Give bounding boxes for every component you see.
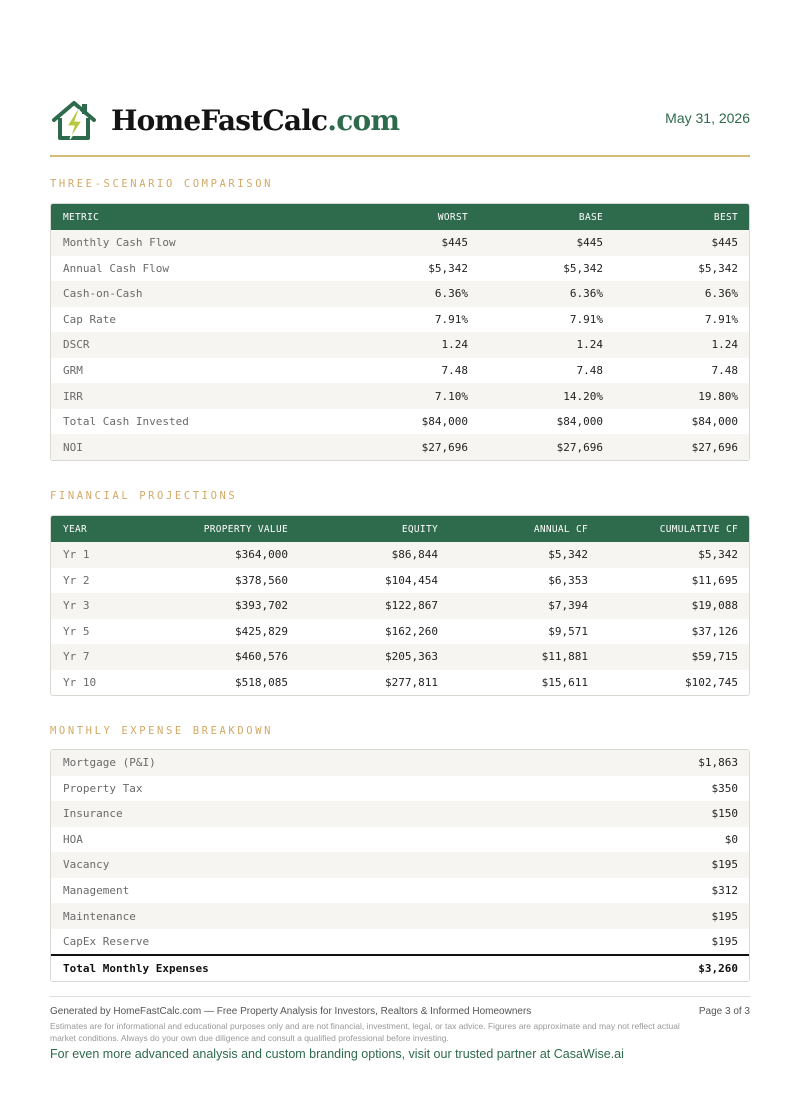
property-value: $393,702 <box>235 599 288 613</box>
year-label: Yr 7 <box>63 650 90 664</box>
expense-label: Maintenance <box>63 909 136 923</box>
best-value: 19.80% <box>698 389 738 403</box>
worst-value: 6.36% <box>434 287 468 301</box>
year-label: Yr 3 <box>63 599 90 613</box>
column-header: YEAR <box>63 523 88 535</box>
base-value: $445 <box>576 236 603 250</box>
metric-label: GRM <box>63 364 83 377</box>
table-row <box>51 827 749 853</box>
column-header: BEST <box>713 211 738 223</box>
header-divider <box>50 155 750 157</box>
column-header: CUMULATIVE CF <box>659 523 738 535</box>
expense-value: $312 <box>711 884 738 897</box>
house-lightning-icon <box>50 98 98 142</box>
table-row <box>51 542 749 568</box>
expense-label: Vacancy <box>63 858 110 872</box>
table-row <box>51 256 749 282</box>
projections-table <box>50 515 750 696</box>
base-value: $5,342 <box>563 261 603 275</box>
expense-value: $195 <box>711 935 738 949</box>
annual-cf-value: $6,353 <box>548 573 588 587</box>
total-value: $3,260 <box>698 962 738 976</box>
base-value: 1.24 <box>576 338 603 352</box>
column-header: WORST <box>437 211 468 223</box>
scenario-table <box>50 203 750 461</box>
table-row <box>51 434 749 460</box>
table-body <box>51 542 749 695</box>
annual-cf-value: $11,881 <box>541 650 588 664</box>
footer-divider <box>50 996 750 997</box>
base-value: 14.20% <box>563 389 603 403</box>
table-row <box>51 644 749 670</box>
metric-label: Cash-on-Cash <box>63 287 143 301</box>
base-value: 7.48 <box>576 364 603 377</box>
page-number: Page 3 of 3 <box>698 1006 750 1017</box>
worst-value: 7.91% <box>434 312 468 326</box>
table-row <box>51 568 749 594</box>
expense-label: CapEx Reserve <box>63 935 150 949</box>
table-row <box>51 670 749 696</box>
section-title-expenses: MONTHLY EXPENSE BREAKDOWN <box>50 725 274 737</box>
table-header <box>51 516 749 542</box>
column-header: METRIC <box>63 211 100 223</box>
best-value: $27,696 <box>691 440 738 454</box>
annual-cf-value: $9,571 <box>548 624 588 638</box>
cumulative-cf-value: $5,342 <box>698 548 738 562</box>
worst-value: $445 <box>441 236 468 250</box>
brand-main: HomeFastCalc <box>111 104 328 137</box>
worst-value: $5,342 <box>428 261 468 275</box>
table-row <box>51 750 749 776</box>
expense-value: $0 <box>724 832 738 846</box>
best-value: 7.48 <box>711 364 738 377</box>
column-header: BASE <box>578 211 603 223</box>
table-body <box>51 230 749 460</box>
brand-tld: .com <box>327 104 400 137</box>
table-row <box>51 230 749 256</box>
brand-name <box>111 101 399 141</box>
equity-value: $122,867 <box>385 599 438 613</box>
table-body <box>51 750 749 954</box>
total-label: Total Monthly Expenses <box>63 962 209 976</box>
table-row <box>51 852 749 878</box>
worst-value: 1.24 <box>441 338 468 352</box>
table-row <box>51 281 749 307</box>
table-row <box>51 332 749 358</box>
expense-value: $350 <box>711 781 738 795</box>
column-header: ANNUAL CF <box>533 523 588 535</box>
best-value: $84,000 <box>691 415 738 429</box>
table-row <box>51 593 749 619</box>
year-label: Yr 5 <box>63 624 90 638</box>
column-header: PROPERTY VALUE <box>203 523 288 535</box>
cumulative-cf-value: $59,715 <box>691 650 738 664</box>
expenses-table <box>50 749 750 982</box>
year-label: Yr 2 <box>63 573 90 587</box>
base-value: 7.91% <box>569 312 603 326</box>
base-value: 6.36% <box>569 287 603 301</box>
expense-value: $150 <box>711 807 738 821</box>
year-label: Yr 1 <box>63 548 90 562</box>
best-value: 1.24 <box>711 338 738 352</box>
footer-generated: Generated by HomeFastCalc.com — Free Property Analysis for Investors, Realtors & Informed Homeowners <box>50 1006 532 1017</box>
metric-label: NOI <box>63 440 83 454</box>
annual-cf-value: $5,342 <box>548 548 588 562</box>
equity-value: $277,811 <box>385 676 438 689</box>
cumulative-cf-value: $19,088 <box>691 599 738 613</box>
expense-value: $1,863 <box>698 756 738 770</box>
equity-value: $205,363 <box>385 650 438 664</box>
property-value: $378,560 <box>235 573 288 587</box>
expense-label: HOA <box>63 832 83 846</box>
table-row <box>51 929 749 955</box>
report-date: May 31, 2026 <box>665 110 750 126</box>
table-row <box>51 383 749 409</box>
expense-value: $195 <box>711 909 738 923</box>
table-row <box>51 409 749 435</box>
year-label: Yr 10 <box>63 676 97 689</box>
table-row <box>51 619 749 645</box>
equity-value: $162,260 <box>385 624 438 638</box>
annual-cf-value: $15,611 <box>541 676 588 689</box>
worst-value: 7.48 <box>441 364 468 377</box>
best-value: 7.91% <box>704 312 738 326</box>
cumulative-cf-value: $102,745 <box>685 676 738 689</box>
partner-link[interactable]: For even more advanced analysis and custom branding options, visit our trusted partner at CasaWise.ai <box>50 1047 624 1061</box>
report-header <box>50 96 750 144</box>
property-value: $425,829 <box>235 624 288 638</box>
expense-label: Insurance <box>63 807 123 821</box>
table-row <box>51 801 749 827</box>
metric-label: Cap Rate <box>63 312 116 326</box>
footer-disclaimer: Estimates are for informational and educational purposes only and are not financial, investment, legal, or tax advice. Figures are approximate and may not reflect actual market conditions. Always do your own due diligence and consult a qualified professional before investing. <box>50 1021 680 1043</box>
best-value: $5,342 <box>698 261 738 275</box>
cumulative-cf-value: $37,126 <box>691 624 738 638</box>
worst-value: 7.10% <box>434 389 468 403</box>
property-value: $364,000 <box>235 548 288 562</box>
table-row <box>51 878 749 904</box>
cumulative-cf-value: $11,695 <box>691 573 738 587</box>
expense-value: $195 <box>711 858 738 872</box>
base-value: $84,000 <box>556 415 603 429</box>
worst-value: $27,696 <box>421 440 468 454</box>
property-value: $460,576 <box>235 650 288 664</box>
column-header: EQUITY <box>401 523 438 535</box>
metric-label: Annual Cash Flow <box>63 261 169 275</box>
section-title-projections: FINANCIAL PROJECTIONS <box>50 490 238 502</box>
worst-value: $84,000 <box>421 415 468 429</box>
expense-label: Property Tax <box>63 781 143 795</box>
metric-label: DSCR <box>63 338 90 352</box>
best-value: 6.36% <box>704 287 738 301</box>
base-value: $27,696 <box>556 440 603 454</box>
expense-label: Mortgage (P&I) <box>63 756 156 770</box>
table-row <box>51 358 749 384</box>
metric-label: Monthly Cash Flow <box>63 236 176 250</box>
equity-value: $104,454 <box>385 573 438 587</box>
property-value: $518,085 <box>235 676 288 689</box>
best-value: $445 <box>711 236 738 250</box>
table-row <box>51 903 749 929</box>
table-row <box>51 307 749 333</box>
equity-value: $86,844 <box>391 548 438 562</box>
annual-cf-value: $7,394 <box>548 599 588 613</box>
section-title-scenario: THREE-SCENARIO COMPARISON <box>50 178 274 190</box>
metric-label: Total Cash Invested <box>63 415 189 429</box>
metric-label: IRR <box>63 389 83 403</box>
expense-label: Management <box>63 884 130 897</box>
table-header <box>51 204 749 230</box>
table-row <box>51 776 749 802</box>
total-row <box>51 954 749 981</box>
